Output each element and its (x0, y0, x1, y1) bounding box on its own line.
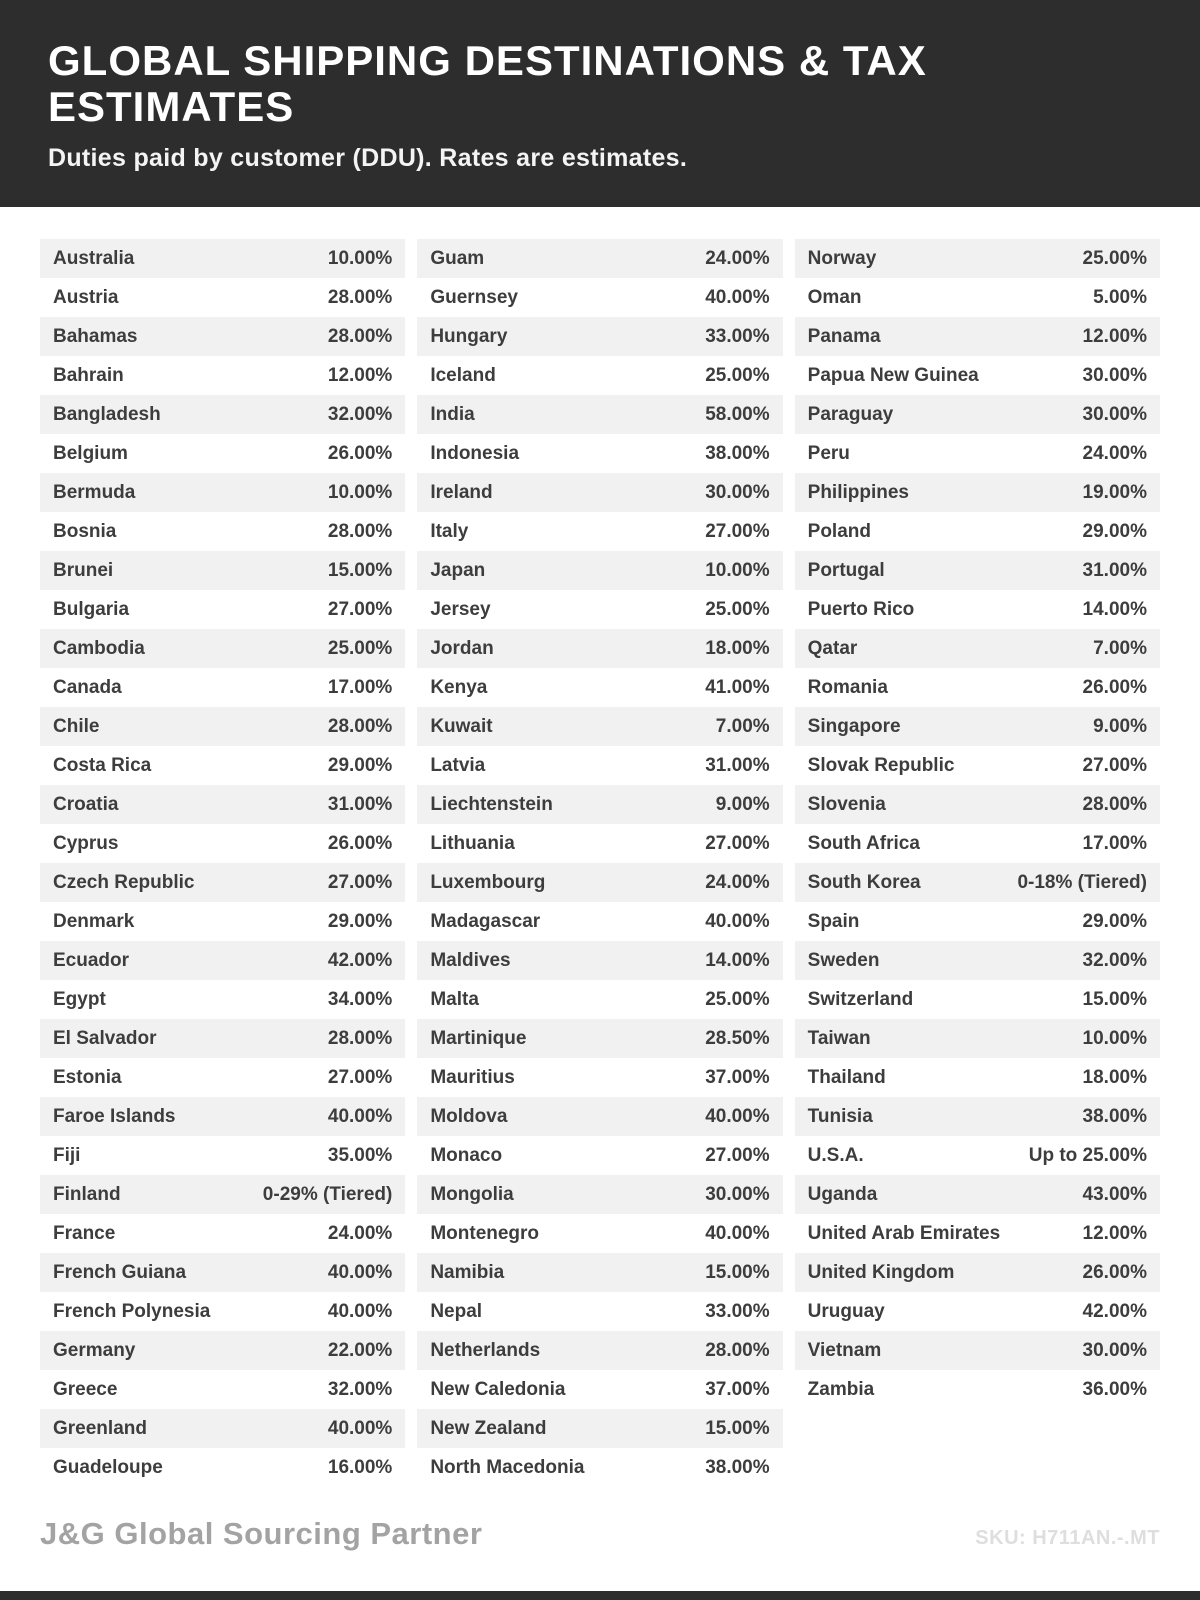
table-row (795, 473, 1160, 512)
table-row (40, 1370, 405, 1409)
rate-value: 5.00% (1093, 286, 1147, 308)
table-row (417, 1370, 782, 1409)
country-label: New Caledonia (430, 1378, 566, 1400)
table-row (417, 317, 782, 356)
country-label: Oman (807, 286, 862, 308)
table-row (40, 668, 405, 707)
rate-value: 37.00% (705, 1378, 770, 1400)
rate-value: 27.00% (705, 1144, 770, 1166)
country-label: Japan (430, 559, 486, 581)
country-label: Fiji (53, 1144, 81, 1166)
table-row (40, 278, 405, 317)
country-label: Denmark (53, 910, 135, 932)
table-row (417, 863, 782, 902)
rate-value: 34.00% (327, 988, 393, 1010)
table-row (40, 1136, 405, 1175)
country-label: Mauritius (430, 1066, 515, 1088)
sku-label: SKU: H711AN.-.MT (975, 1527, 1160, 1549)
table-row (40, 551, 405, 590)
country-label: Portugal (807, 559, 885, 581)
table-row (40, 824, 405, 863)
country-label: United Arab Emirates (807, 1222, 1001, 1244)
table-row (40, 941, 405, 980)
rate-value: 40.00% (327, 1261, 393, 1283)
table-row (417, 356, 782, 395)
table-row (40, 902, 405, 941)
country-label: Luxembourg (430, 871, 546, 893)
country-label: Guernsey (430, 286, 518, 308)
table-row (795, 551, 1160, 590)
country-label: Slovak Republic (807, 754, 955, 776)
table-row (795, 824, 1160, 863)
rate-value: 38.00% (705, 442, 770, 464)
country-label: Singapore (807, 715, 901, 737)
table-row (40, 1331, 405, 1370)
rates-column-3 (795, 239, 1160, 1487)
country-label: Indonesia (430, 442, 520, 464)
rate-value: 35.00% (327, 1144, 393, 1166)
table-row (417, 1097, 782, 1136)
rate-value: 9.00% (1093, 715, 1147, 737)
country-label: Australia (53, 247, 135, 269)
rate-value: 28.50% (705, 1027, 770, 1049)
country-label: Guam (430, 247, 485, 269)
rate-value: 14.00% (1082, 598, 1147, 620)
table-row (40, 785, 405, 824)
table-row (417, 629, 782, 668)
country-label: Monaco (430, 1144, 503, 1166)
page-footer (40, 1516, 1160, 1552)
country-label: Brunei (53, 559, 114, 581)
country-label: France (53, 1222, 116, 1244)
rate-value: 28.00% (327, 1027, 393, 1049)
rate-value: 31.00% (1082, 559, 1147, 581)
country-label: North Macedonia (430, 1456, 585, 1478)
rate-value: 15.00% (327, 559, 393, 581)
table-row (417, 395, 782, 434)
country-label: Switzerland (807, 988, 914, 1010)
table-row (795, 356, 1160, 395)
country-label: Bahrain (53, 364, 124, 386)
country-label: Chile (53, 715, 100, 737)
table-row (40, 629, 405, 668)
rate-value: 16.00% (327, 1456, 393, 1478)
country-label: India (430, 403, 475, 425)
table-row (40, 863, 405, 902)
country-label: French Polynesia (53, 1300, 211, 1322)
country-label: Latvia (430, 754, 486, 776)
table-row (40, 434, 405, 473)
country-label: Hungary (430, 325, 508, 347)
rates-column-2 (417, 239, 782, 1487)
rate-value: 12.00% (1082, 1222, 1147, 1244)
country-label: Croatia (53, 793, 119, 815)
country-label: Uganda (807, 1183, 878, 1205)
table-row (795, 1175, 1160, 1214)
rate-value: 30.00% (705, 481, 770, 503)
country-label: Puerto Rico (807, 598, 915, 620)
rate-value: 25.00% (705, 988, 770, 1010)
country-label: Estonia (53, 1066, 122, 1088)
rate-value: 32.00% (327, 1378, 393, 1400)
country-label: Bermuda (53, 481, 136, 503)
rate-value: 28.00% (705, 1339, 770, 1361)
table-row (417, 1058, 782, 1097)
table-row (417, 473, 782, 512)
rate-value: 15.00% (705, 1261, 770, 1283)
rate-value: 25.00% (705, 598, 770, 620)
rate-value: Up to 25.00% (1028, 1144, 1147, 1166)
table-row (795, 590, 1160, 629)
rate-value: 27.00% (327, 1066, 393, 1088)
country-label: Netherlands (430, 1339, 541, 1361)
table-row (40, 1253, 405, 1292)
rate-value: 32.00% (327, 403, 393, 425)
rate-value: 40.00% (327, 1105, 393, 1127)
table-row (795, 239, 1160, 278)
country-label: Kenya (430, 676, 488, 698)
rate-value: 19.00% (1082, 481, 1147, 503)
table-row (795, 707, 1160, 746)
country-label: Jersey (430, 598, 491, 620)
table-row (417, 512, 782, 551)
table-row (417, 551, 782, 590)
table-row (417, 1019, 782, 1058)
country-label: New Zealand (430, 1417, 547, 1439)
rate-value: 10.00% (327, 247, 393, 269)
rate-value: 32.00% (1082, 949, 1147, 971)
rate-value: 7.00% (1093, 637, 1147, 659)
rate-value: 22.00% (327, 1339, 393, 1361)
rate-value: 38.00% (705, 1456, 770, 1478)
table-row (40, 1409, 405, 1448)
country-label: Thailand (807, 1066, 886, 1088)
country-label: Norway (807, 247, 877, 269)
country-label: Liechtenstein (430, 793, 553, 815)
rate-value: 24.00% (327, 1222, 393, 1244)
country-label: Namibia (430, 1261, 505, 1283)
table-row (795, 668, 1160, 707)
rate-value: 29.00% (1082, 910, 1147, 932)
table-row (417, 941, 782, 980)
rate-value: 40.00% (705, 1105, 770, 1127)
country-label: Uruguay (807, 1300, 885, 1322)
rate-value: 58.00% (705, 403, 770, 425)
rate-value: 18.00% (705, 637, 770, 659)
country-label: French Guiana (53, 1261, 187, 1283)
table-row (417, 824, 782, 863)
rate-value: 40.00% (327, 1300, 393, 1322)
rate-value: 29.00% (1082, 520, 1147, 542)
bottom-bar (0, 1591, 1200, 1600)
table-row (40, 395, 405, 434)
country-label: Guadeloupe (53, 1456, 163, 1478)
rate-value: 33.00% (705, 1300, 770, 1322)
table-row (417, 785, 782, 824)
country-label: Peru (807, 442, 850, 464)
country-label: Papua New Guinea (807, 364, 979, 386)
country-label: Qatar (807, 637, 858, 659)
table-row (40, 317, 405, 356)
country-label: Ireland (430, 481, 493, 503)
rate-value: 26.00% (327, 832, 393, 854)
country-label: Moldova (430, 1105, 508, 1127)
table-row (795, 1058, 1160, 1097)
table-row (417, 1409, 782, 1448)
country-label: Kuwait (430, 715, 493, 737)
rate-value: 42.00% (327, 949, 393, 971)
rate-value: 24.00% (705, 871, 770, 893)
rate-value: 10.00% (1082, 1027, 1147, 1049)
rates-column-1 (40, 239, 405, 1487)
country-label: Bulgaria (53, 598, 130, 620)
table-row (417, 1292, 782, 1331)
rate-value: 10.00% (705, 559, 770, 581)
rate-value: 27.00% (705, 832, 770, 854)
country-label: Greenland (53, 1417, 147, 1439)
country-label: Italy (430, 520, 469, 542)
table-row (795, 434, 1160, 473)
rate-value: 0-29% (Tiered) (262, 1183, 393, 1205)
rate-value: 15.00% (1082, 988, 1147, 1010)
table-row (795, 1370, 1160, 1409)
rate-value: 29.00% (327, 910, 393, 932)
rate-value: 31.00% (327, 793, 393, 815)
country-label: Canada (53, 676, 122, 698)
rates-table (0, 207, 1200, 1487)
table-row (795, 1136, 1160, 1175)
table-row (795, 1331, 1160, 1370)
rate-value: 28.00% (327, 520, 393, 542)
country-label: Vietnam (807, 1339, 882, 1361)
table-row (40, 1448, 405, 1487)
table-row (795, 278, 1160, 317)
country-label: Panama (807, 325, 881, 347)
rate-value: 24.00% (1082, 442, 1147, 464)
country-label: Tunisia (807, 1105, 873, 1127)
table-row (795, 1253, 1160, 1292)
country-label: Philippines (807, 481, 910, 503)
table-row (795, 785, 1160, 824)
country-label: Mongolia (430, 1183, 514, 1205)
table-row (795, 629, 1160, 668)
rate-value: 25.00% (705, 364, 770, 386)
rate-value: 15.00% (705, 1417, 770, 1439)
country-label: Iceland (430, 364, 496, 386)
page-subtitle: Duties paid by customer (DDU). Rates are estimates. (48, 144, 688, 173)
country-label: Slovenia (807, 793, 886, 815)
table-row (417, 434, 782, 473)
rate-value: 28.00% (327, 325, 393, 347)
table-row (795, 1214, 1160, 1253)
country-label: South Africa (807, 832, 920, 854)
table-row (795, 317, 1160, 356)
rate-value: 17.00% (1082, 832, 1147, 854)
country-label: Madagascar (430, 910, 541, 932)
table-row (40, 746, 405, 785)
page-title: GLOBAL SHIPPING DESTINATIONS & TAX ESTIMATES (48, 37, 927, 131)
table-row (795, 746, 1160, 785)
table-row (417, 902, 782, 941)
country-label: United Kingdom (807, 1261, 955, 1283)
rate-value: 29.00% (327, 754, 393, 776)
table-row (795, 1097, 1160, 1136)
table-row (40, 1097, 405, 1136)
table-row (795, 395, 1160, 434)
rate-value: 40.00% (327, 1417, 393, 1439)
table-row (417, 1253, 782, 1292)
table-row (40, 1214, 405, 1253)
rate-value: 0-18% (Tiered) (1017, 871, 1147, 893)
rate-value: 28.00% (327, 715, 393, 737)
country-label: Cambodia (53, 637, 145, 659)
table-row (417, 668, 782, 707)
rate-value: 26.00% (1082, 1261, 1147, 1283)
rate-value: 12.00% (327, 364, 393, 386)
rate-value: 28.00% (327, 286, 393, 308)
rate-value: 40.00% (705, 286, 770, 308)
rate-value: 30.00% (1082, 403, 1147, 425)
table-row (40, 1019, 405, 1058)
country-label: Finland (53, 1183, 121, 1205)
country-label: Malta (430, 988, 479, 1010)
table-row (40, 356, 405, 395)
table-row (795, 941, 1160, 980)
table-row (40, 239, 405, 278)
table-row (417, 707, 782, 746)
rate-value: 36.00% (1082, 1378, 1147, 1400)
rate-value: 10.00% (327, 481, 393, 503)
country-label: Poland (807, 520, 871, 542)
rate-value: 18.00% (1082, 1066, 1147, 1088)
country-label: Ecuador (53, 949, 130, 971)
table-row (417, 1331, 782, 1370)
table-row (417, 1448, 782, 1487)
country-label: Zambia (807, 1378, 875, 1400)
table-row (40, 590, 405, 629)
country-label: Bahamas (53, 325, 138, 347)
brand-name: J&G Global Sourcing Partner (40, 1516, 483, 1551)
table-row (795, 512, 1160, 551)
table-row (795, 1019, 1160, 1058)
table-row (40, 980, 405, 1019)
rate-value: 17.00% (327, 676, 393, 698)
country-label: Czech Republic (53, 871, 195, 893)
rate-value: 31.00% (705, 754, 770, 776)
rate-value: 42.00% (1082, 1300, 1147, 1322)
rate-value: 43.00% (1082, 1183, 1147, 1205)
rate-value: 40.00% (705, 1222, 770, 1244)
table-row (795, 902, 1160, 941)
table-row (417, 278, 782, 317)
country-label: South Korea (807, 871, 921, 893)
country-label: Sweden (807, 949, 880, 971)
country-label: Jordan (430, 637, 494, 659)
country-label: Costa Rica (53, 754, 152, 776)
country-label: Montenegro (430, 1222, 540, 1244)
country-label: Nepal (430, 1300, 483, 1322)
table-row (795, 1292, 1160, 1331)
rate-value: 33.00% (705, 325, 770, 347)
rate-value: 9.00% (715, 793, 770, 815)
country-label: Bangladesh (53, 403, 161, 425)
page-header (0, 0, 1200, 207)
table-row (417, 1175, 782, 1214)
table-row (40, 512, 405, 551)
rate-value: 26.00% (1082, 676, 1147, 698)
rate-value: 38.00% (1082, 1105, 1147, 1127)
country-label: Germany (53, 1339, 136, 1361)
rate-value: 27.00% (1082, 754, 1147, 776)
country-label: Taiwan (807, 1027, 871, 1049)
table-row (417, 1136, 782, 1175)
table-row (40, 1175, 405, 1214)
table-row (40, 473, 405, 512)
table-row (795, 980, 1160, 1019)
country-label: Paraguay (807, 403, 894, 425)
country-label: Romania (807, 676, 888, 698)
rate-value: 27.00% (327, 871, 393, 893)
country-label: Belgium (53, 442, 128, 464)
country-label: Martinique (430, 1027, 527, 1049)
country-label: Spain (807, 910, 860, 932)
rate-value: 25.00% (1082, 247, 1147, 269)
rate-value: 30.00% (705, 1183, 770, 1205)
rate-value: 41.00% (705, 676, 770, 698)
rate-value: 28.00% (1082, 793, 1147, 815)
table-row (417, 590, 782, 629)
country-label: U.S.A. (807, 1144, 864, 1166)
rate-value: 27.00% (705, 520, 770, 542)
rate-value: 30.00% (1082, 364, 1147, 386)
country-label: Faroe Islands (53, 1105, 176, 1127)
rate-value: 24.00% (705, 247, 770, 269)
rate-value: 12.00% (1082, 325, 1147, 347)
table-row (417, 980, 782, 1019)
country-label: Cyprus (53, 832, 119, 854)
rate-value: 30.00% (1082, 1339, 1147, 1361)
country-label: Austria (53, 286, 119, 308)
country-label: Lithuania (430, 832, 515, 854)
country-label: Egypt (53, 988, 106, 1010)
table-row (417, 1214, 782, 1253)
table-row (795, 863, 1160, 902)
rate-value: 14.00% (705, 949, 770, 971)
rate-value: 40.00% (705, 910, 770, 932)
table-row (40, 707, 405, 746)
rate-value: 27.00% (327, 598, 393, 620)
table-row (417, 239, 782, 278)
rate-value: 25.00% (327, 637, 393, 659)
table-row (40, 1058, 405, 1097)
table-row (40, 1292, 405, 1331)
rate-value: 7.00% (715, 715, 770, 737)
country-label: El Salvador (53, 1027, 157, 1049)
table-row (417, 746, 782, 785)
country-label: Maldives (430, 949, 511, 971)
country-label: Bosnia (53, 520, 117, 542)
rate-value: 37.00% (705, 1066, 770, 1088)
country-label: Greece (53, 1378, 118, 1400)
rate-value: 26.00% (327, 442, 393, 464)
